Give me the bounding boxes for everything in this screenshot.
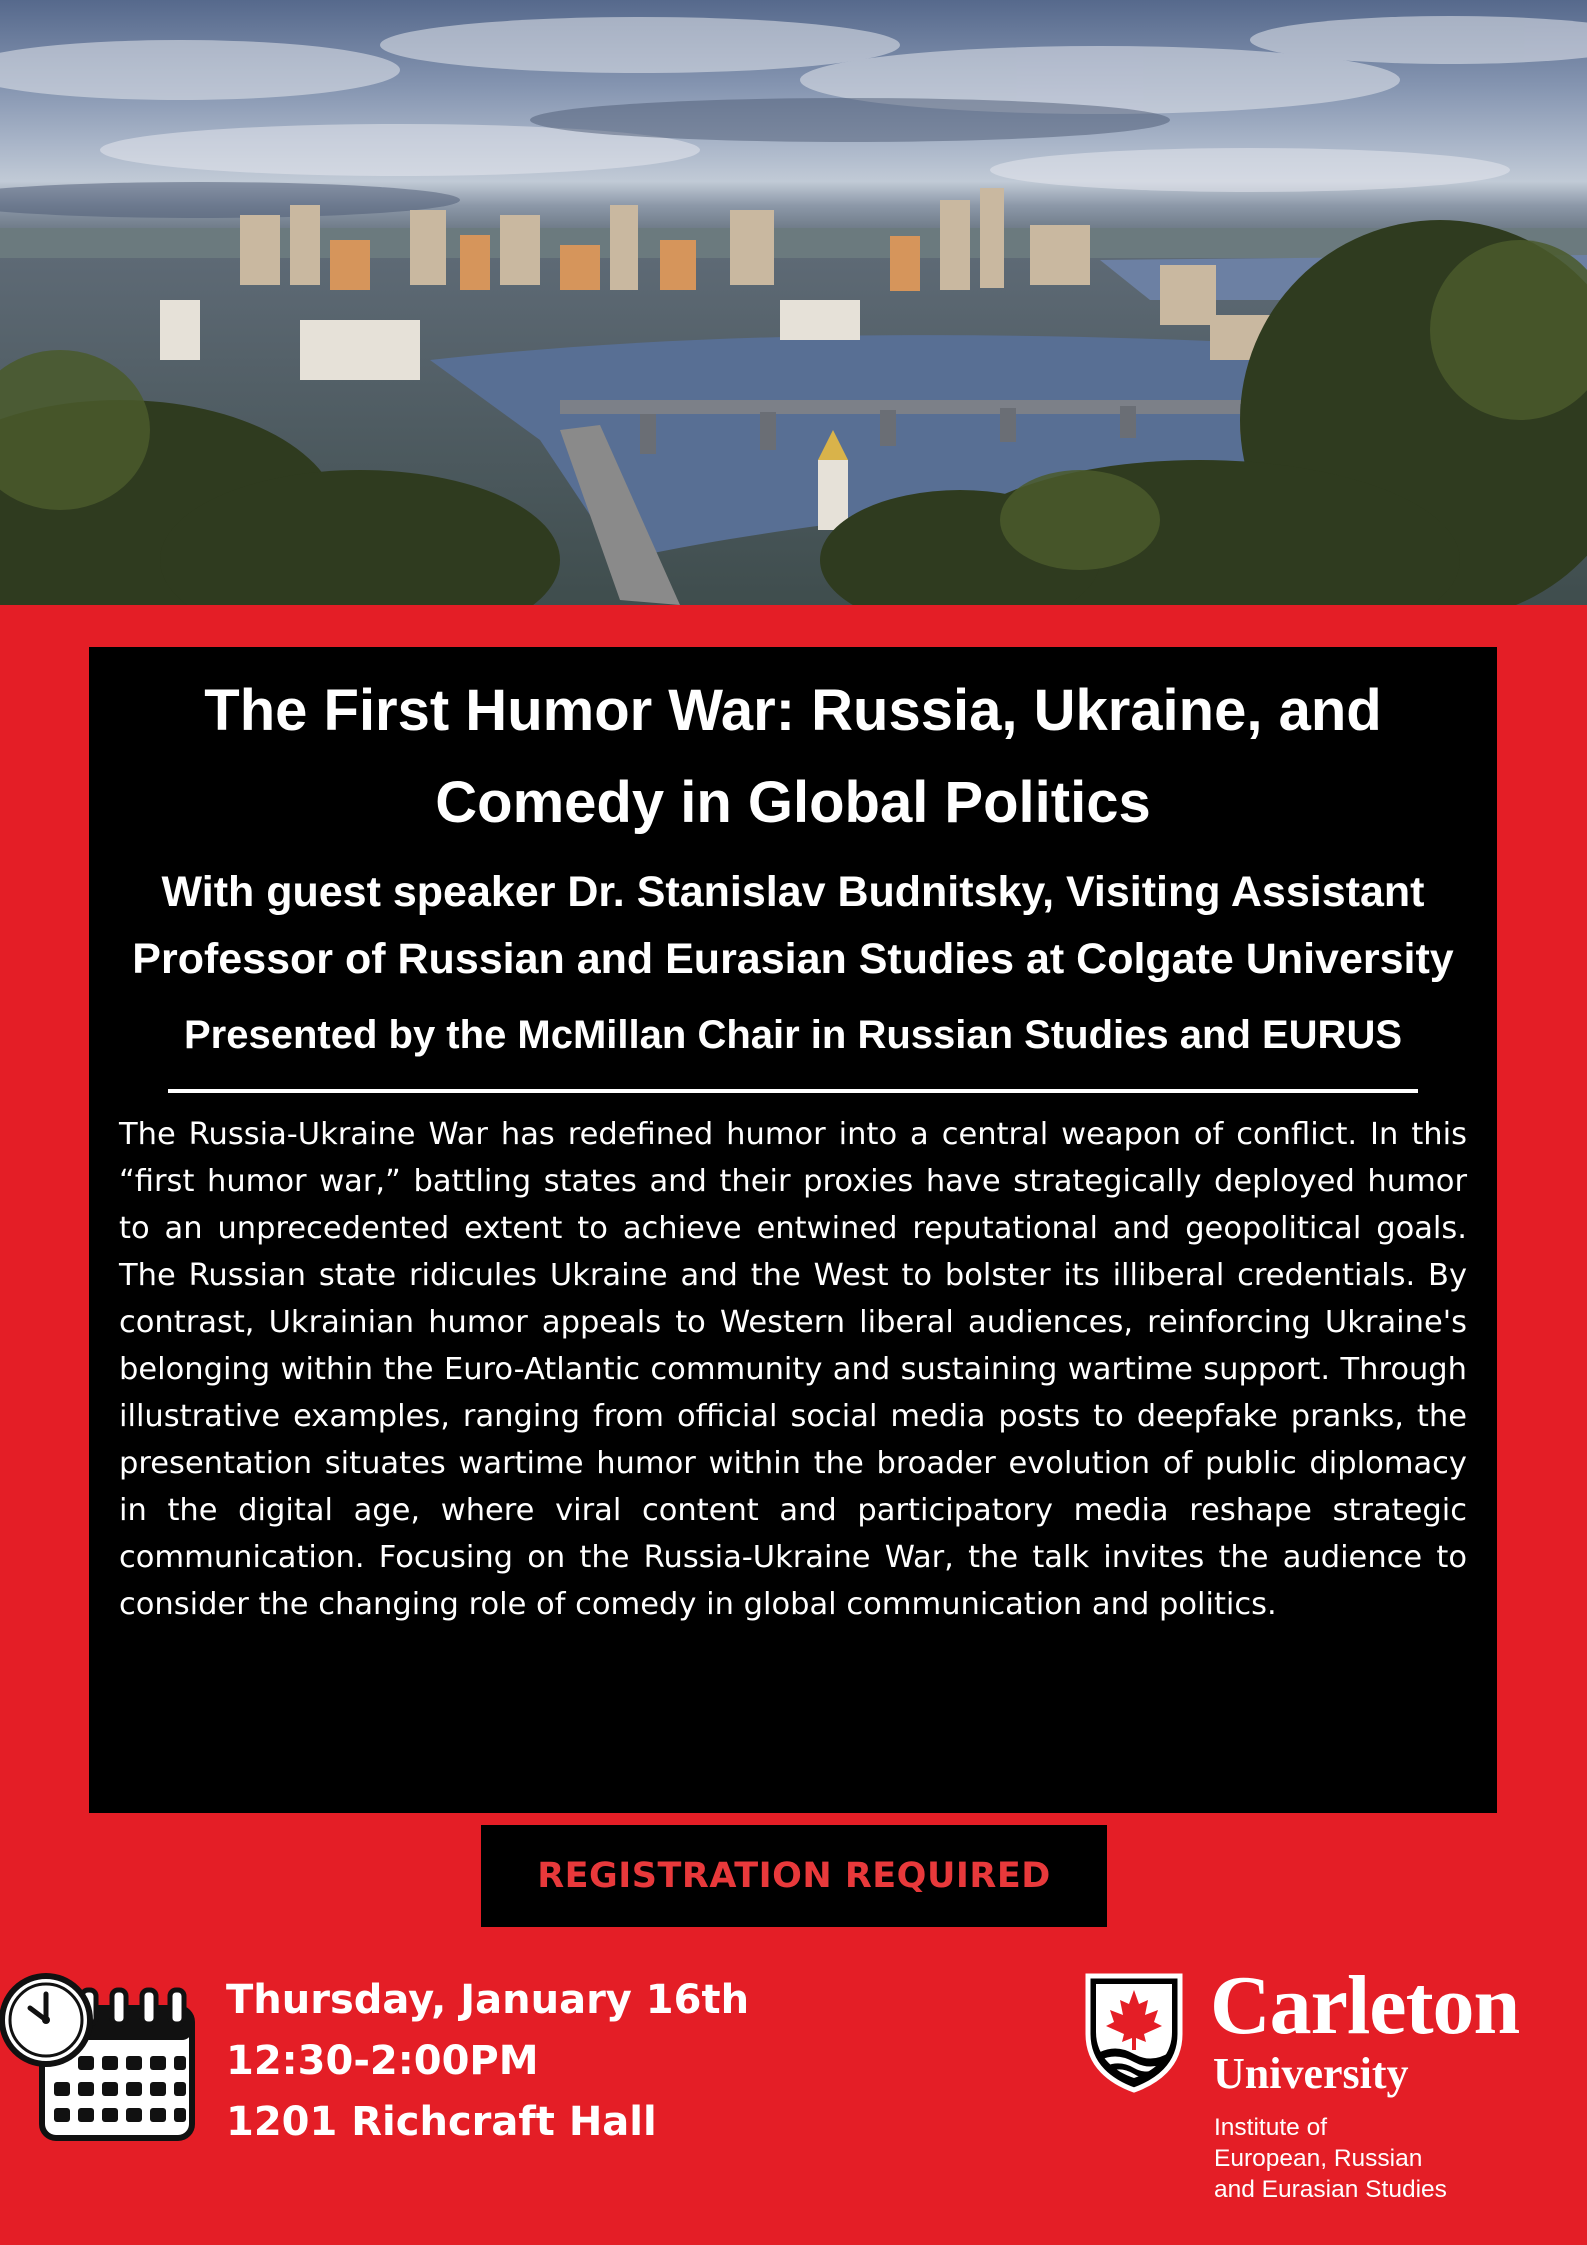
university-label: University bbox=[1213, 2049, 1409, 2098]
calendar-clock-icon bbox=[0, 1968, 200, 2148]
event-location: 1201 Richcraft Hall bbox=[226, 2099, 657, 2145]
institute-line-2: European, Russian bbox=[1214, 2145, 1423, 2172]
carleton-logo-wordmark bbox=[1210, 1960, 1519, 2096]
divider bbox=[168, 1089, 1418, 1093]
hero-city-photo bbox=[0, 0, 1587, 605]
event-title: The First Humor War: Russia, Ukraine, and Comedy in Global Politics bbox=[204, 678, 1382, 835]
guest-speaker: With guest speaker Dr. Stanislav Budnitsky, Visiting Assistant Professor of Russian and Eurasian Studies at Colgate University bbox=[132, 868, 1454, 983]
institute-line-1: Institute of bbox=[1214, 2114, 1328, 2141]
registration-required-badge: REGISTRATION REQUIRED bbox=[481, 1825, 1107, 1927]
institute-name bbox=[1214, 2112, 1447, 2205]
presented-by: Presented by the McMillan Chair in Russian Studies and EURUS bbox=[183, 1013, 1403, 1057]
event-details-panel bbox=[89, 647, 1497, 1813]
city-skyline-illustration bbox=[0, 0, 1587, 605]
carleton-shield-icon bbox=[1082, 1970, 1186, 2094]
event-description: The Russia-Ukraine War has redefined humor into a central weapon of conflict. In this “first humor war,” battling states and their proxies have strategically deployed humor to an unprecedented extent to achieve entwined reputational and geopolitical goals. The Russian state ridicules Ukraine and the West to bolster its illiberal credentials. By contrast, Ukrainian humor appeals to Western liberal audiences, reinforcing Ukraine's belonging within the Euro-Atlantic community and sustaining wartime support. Through illustrative examples, ranging from official social media posts to deepfake pranks, the presentation situates wartime humor within the broader evolution of public diplomacy in the digital age, where viral content and participatory media reshape strategic communication. Focusing on the Russia-Ukraine War, the talk invites the audience to consider the changing role of comedy in global communication and politics. bbox=[119, 1117, 1467, 1622]
event-date: Thursday, January 16th bbox=[226, 1977, 750, 2023]
institute-line-3: and Eurasian Studies bbox=[1214, 2176, 1447, 2203]
event-time: 12:30-2:00PM bbox=[226, 2038, 539, 2084]
event-info bbox=[226, 1970, 749, 2153]
university-name: Carleton bbox=[1210, 1959, 1520, 2052]
